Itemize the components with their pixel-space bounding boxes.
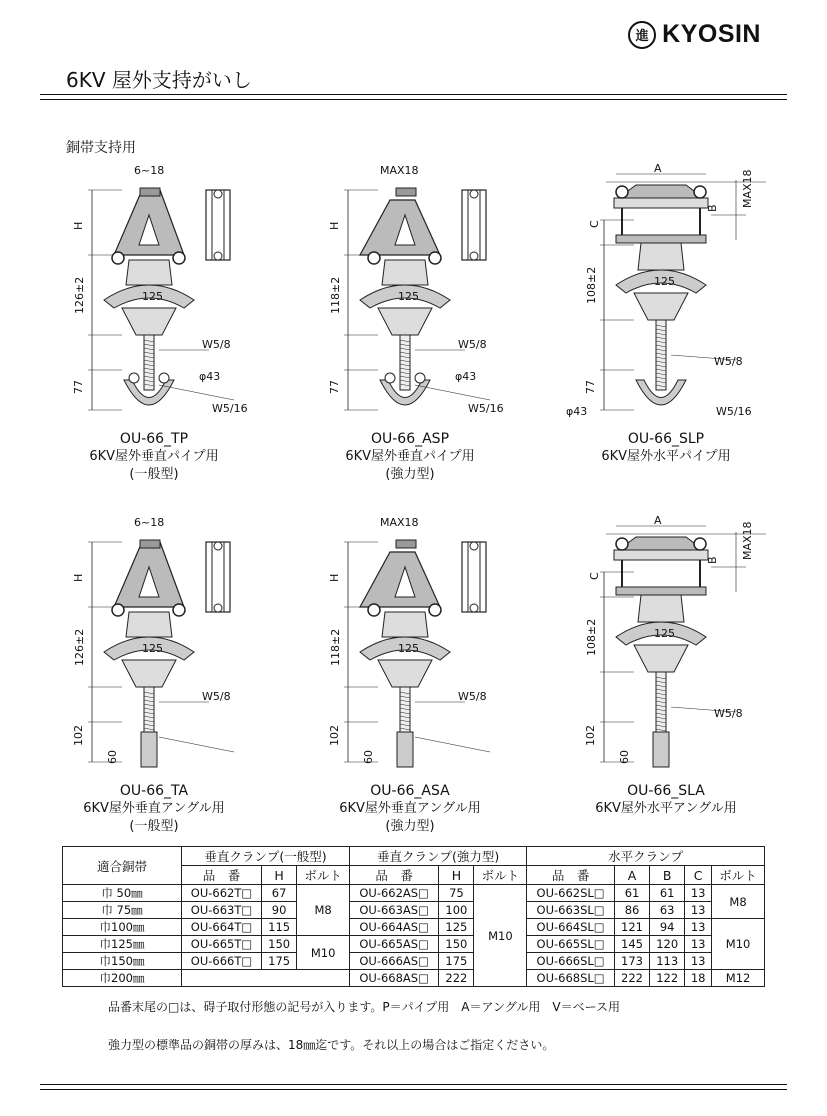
dimension-label: 77 (72, 380, 85, 394)
insulator-drawing (34, 512, 274, 782)
figure-caption (34, 782, 274, 836)
spec-table (62, 846, 765, 987)
outline-line (415, 737, 490, 752)
bolt-cell: M10 (712, 919, 765, 970)
figure-caption (290, 430, 530, 484)
dimension-label: W5/8 (202, 338, 231, 351)
bolt-icon (415, 373, 425, 383)
bolt-icon (470, 604, 478, 612)
dimension-label: 108±2 (585, 618, 598, 656)
dimension-label: H (72, 221, 85, 230)
dimension-label: MAX18 (741, 169, 754, 208)
header-b: B (650, 866, 685, 885)
model-code: OU-66_SLA (627, 783, 705, 799)
insulator-neck (638, 243, 684, 270)
angle-nut (141, 732, 157, 767)
bolt-icon (112, 604, 124, 616)
insulator-neck (382, 260, 428, 285)
outline-line (159, 737, 234, 752)
header-part: 品 番 (182, 866, 262, 885)
nut-icon (396, 540, 416, 548)
brand-name: KYOSIN (662, 20, 761, 48)
bolt-icon (129, 373, 139, 383)
dimension-label: W5/8 (714, 707, 743, 720)
insulator-base (122, 308, 176, 335)
header-vertical-strong: 垂直クランプ(強力型) (350, 847, 527, 866)
insulator-neck (638, 595, 684, 622)
bolt-cell: M10 (297, 936, 350, 970)
figure-caption (34, 430, 274, 484)
figure-ou-66-tp (34, 160, 274, 484)
bolt-cell: M12 (712, 970, 765, 987)
dimension-label: 77 (328, 380, 341, 394)
dimension-label: W5/8 (202, 690, 231, 703)
table-row: 巾200㎜ OU-668AS□ 222 OU-668SL□ 222 122 18 M12 (63, 970, 765, 987)
insulator-neck (126, 260, 172, 285)
dimension-label: 126±2 (73, 628, 86, 666)
clamp-body (360, 200, 440, 255)
table-row: 巾150㎜ OU-666T□ 175 OU-666AS□ 175 OU-666SL□ 173 113 13 (63, 953, 765, 970)
table-row: 巾100㎜ OU-664T□ 115 OU-664AS□ 125 OU-664SL□ 121 94 13 M10 (63, 919, 765, 936)
bolt-icon (470, 252, 478, 260)
header-bolt: ボルト (712, 866, 765, 885)
bolt-icon (694, 186, 706, 198)
insulator-neck (126, 612, 172, 637)
bolt-icon (112, 252, 124, 264)
bolt-icon (214, 604, 222, 612)
dimension-label: 108±2 (585, 266, 598, 304)
figure-ou-66-slp (546, 160, 786, 466)
model-type: (一般型) (129, 819, 179, 834)
insulator-drawing (34, 160, 274, 430)
bolt-icon (214, 252, 222, 260)
model-description: 6KV屋外垂直パイプ用 (89, 449, 219, 464)
model-description: 6KV屋外垂直パイプ用 (345, 449, 475, 464)
title-rule (40, 94, 787, 100)
header-c: C (685, 866, 712, 885)
dimension-label: 102 (72, 725, 85, 746)
bolt-icon (368, 604, 380, 616)
bolt-icon (173, 604, 185, 616)
header-width: 適合銅帯 (63, 847, 182, 885)
dimension-label: 60 (106, 750, 119, 764)
footer-rule (40, 1084, 787, 1090)
dimension-label: 77 (584, 380, 597, 394)
note-suffix: 品番末尾の□は、碍子取付形態の記号が入ります。P＝パイプ用 A＝アングル用 V＝ベース用 (108, 1000, 620, 1014)
side-view (206, 190, 230, 260)
header-bolt: ボルト (297, 866, 350, 885)
bolt-icon (694, 538, 706, 550)
dimension-label: 60 (362, 750, 375, 764)
figure-ou-66-ta (34, 512, 274, 836)
dimension-label: W5/8 (458, 690, 487, 703)
dimension-label: MAX18 (741, 521, 754, 560)
bolt-icon (159, 373, 169, 383)
dimension-label: B (706, 204, 719, 212)
insulator-base (378, 660, 432, 687)
brand-logo (628, 20, 761, 49)
dimension-label: A (654, 514, 662, 527)
model-type: (一般型) (129, 467, 179, 482)
dimension-label: W5/16 (212, 402, 248, 415)
table-row: 巾 75㎜ OU-663T□ 90 OU-663AS□ 100 OU-663SL□ 86 63 13 (63, 902, 765, 919)
side-view (462, 190, 486, 260)
insulator-base (634, 293, 688, 320)
dimension-label: 60 (618, 750, 631, 764)
dimension-label: H (328, 221, 341, 230)
model-code: OU-66_ASA (370, 783, 450, 799)
dimension-label: 125 (398, 290, 419, 303)
dimension-label: 118±2 (329, 276, 342, 314)
bolt-icon (470, 190, 478, 198)
bolt-icon (173, 252, 185, 264)
insulator-drawing (546, 160, 786, 430)
dimension-label: A (654, 162, 662, 175)
angle-nut (653, 732, 669, 767)
header-part: 品 番 (350, 866, 439, 885)
insulator-drawing (546, 512, 786, 782)
dimension-label: W5/16 (716, 405, 752, 418)
figure-caption (546, 782, 786, 818)
insulator-neck (382, 612, 428, 637)
header-h: H (439, 866, 474, 885)
header-part: 品 番 (527, 866, 615, 885)
model-type: (強力型) (385, 819, 435, 834)
nut-icon (396, 188, 416, 196)
dimension-label: 125 (654, 275, 675, 288)
bolt-icon (616, 186, 628, 198)
dimension-label: MAX18 (380, 516, 419, 529)
lower-plate (616, 235, 706, 243)
dimension-label: C (588, 572, 601, 580)
section-subtitle: 銅帯支持用 (66, 140, 136, 156)
dimension-label: H (72, 573, 85, 582)
angle-nut (397, 732, 413, 767)
bolt-icon (385, 373, 395, 383)
side-view (206, 542, 230, 612)
page-title: 6KV 屋外支持がいし (66, 68, 252, 92)
figure-caption (290, 782, 530, 836)
dimension-label: 126±2 (73, 276, 86, 314)
bolt-icon (214, 190, 222, 198)
insulator-base (378, 308, 432, 335)
model-description: 6KV屋外水平パイプ用 (601, 449, 731, 464)
dimension-label: φ43 (455, 370, 477, 383)
figure-ou-66-asa (290, 512, 530, 836)
figure-ou-66-asp (290, 160, 530, 484)
model-code: OU-66_TA (119, 783, 189, 799)
dimension-label: φ43 (199, 370, 221, 383)
dimension-label: 125 (142, 642, 163, 655)
clamp-body (360, 552, 440, 607)
dimension-label: B (706, 556, 719, 564)
dimension-label: 102 (328, 725, 341, 746)
dimension-label: MAX18 (380, 164, 419, 177)
header-h: H (262, 866, 297, 885)
dimension-label: 125 (142, 290, 163, 303)
insulator-base (122, 660, 176, 687)
bolt-icon (429, 604, 441, 616)
side-view (462, 542, 486, 612)
dimension-label: 102 (584, 725, 597, 746)
outline-line (159, 385, 234, 400)
note-thickness: 強力型の標準品の銅帯の厚みは、18㎜迄です。それ以上の場合はご指定ください。 (108, 1038, 555, 1052)
table-row: 巾125㎜ OU-665T□ 150 M10 OU-665AS□ 150 OU-665SL□ 145 120 13 (63, 936, 765, 953)
figure-caption (546, 430, 786, 466)
lower-plate (616, 587, 706, 595)
model-description: 6KV屋外垂直アングル用 (339, 801, 481, 816)
dimension-label: 6~18 (134, 516, 165, 529)
dimension-label: W5/8 (714, 355, 743, 368)
insulator-drawing (290, 160, 530, 430)
table-row: 巾 50㎜ OU-662T□ 67 M8 OU-662AS□ 75 M10 OU-662SL□ 61 61 13 M8 (63, 885, 765, 902)
header-bolt: ボルト (474, 866, 527, 885)
bolt-cell: M8 (297, 885, 350, 936)
dimension-label: φ43 (566, 405, 588, 418)
empty-cell (182, 970, 350, 987)
dimension-label: H (328, 573, 341, 582)
model-code: OU-66_ASP (370, 431, 450, 447)
model-code: OU-66_TP (119, 431, 189, 447)
dimension-label: 125 (654, 627, 675, 640)
model-description: 6KV屋外水平アングル用 (595, 801, 737, 816)
bolt-cell: M8 (712, 885, 765, 919)
header-horizontal: 水平クランプ (527, 847, 765, 866)
clamp-plate (614, 550, 708, 560)
nut-icon (140, 540, 160, 548)
nut-icon (140, 188, 160, 196)
model-code: OU-66_SLP (627, 431, 705, 447)
dimension-label: 6~18 (134, 164, 165, 177)
bolt-icon (470, 542, 478, 550)
header-vertical-general: 垂直クランプ(一般型) (182, 847, 350, 866)
bolt-icon (616, 538, 628, 550)
dimension-label: W5/8 (458, 338, 487, 351)
header-a: A (614, 866, 649, 885)
bolt-icon (429, 252, 441, 264)
bolt-cell: M10 (474, 885, 527, 987)
bolt-icon (368, 252, 380, 264)
bolt-icon (214, 542, 222, 550)
insulator-base (634, 645, 688, 672)
dimension-label: W5/16 (468, 402, 504, 415)
outline-line (415, 385, 490, 400)
dimension-label: 118±2 (329, 628, 342, 666)
kyosin-mark-icon: 進 (628, 21, 656, 49)
model-type: (強力型) (385, 467, 435, 482)
dimension-label: 125 (398, 642, 419, 655)
model-description: 6KV屋外垂直アングル用 (83, 801, 225, 816)
clamp-plate (614, 198, 708, 208)
figure-ou-66-sla (546, 512, 786, 818)
dimension-label: C (588, 220, 601, 228)
insulator-drawing (290, 512, 530, 782)
